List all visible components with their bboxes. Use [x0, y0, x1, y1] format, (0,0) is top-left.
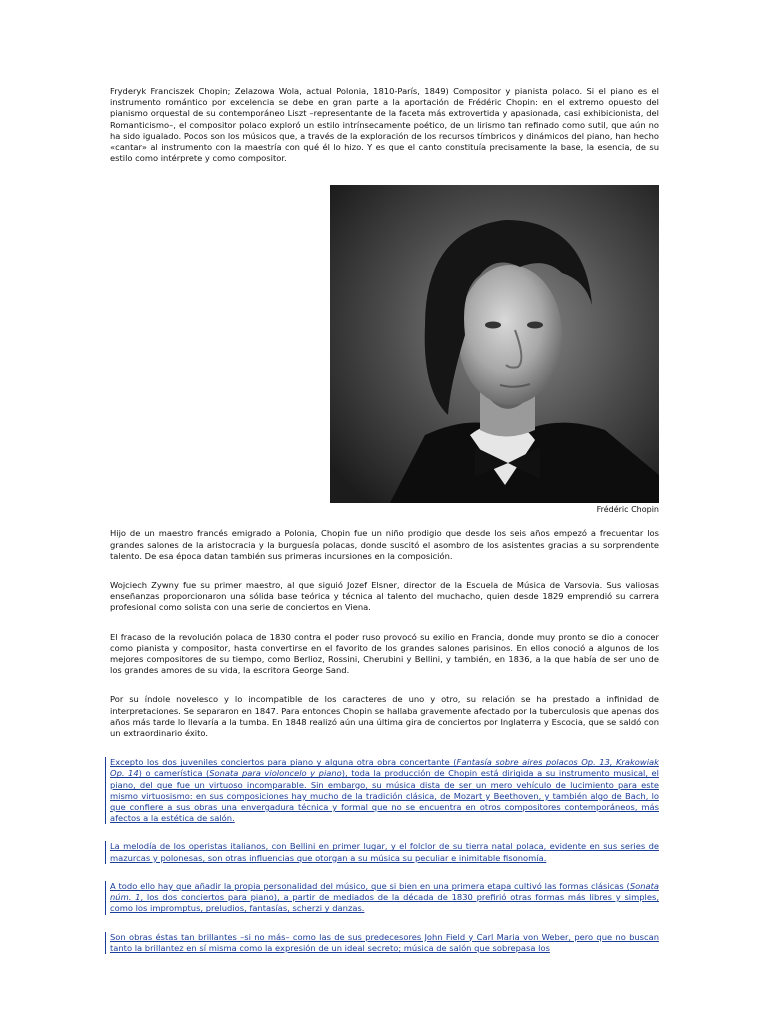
paragraph-childhood: Hijo de un maestro francés emigrado a Polonia, Chopin fue un niño prodigio que desde los seis años empezó a frecuentar los grandes salones de la aristocracia y la burguesía polacas, donde suscitó el asombro de los asistentes gracias a su sorprendente talento. De esa época datan también sus primeras incursiones en la composición.	[110, 528, 659, 561]
link-paragraph-production[interactable]	[105, 757, 659, 824]
paragraph-exile: El fracaso de la revolución polaca de 1830 contra el poder ruso provocó su exilio en Francia, donde muy pronto se dio a conocer como pianista y compositor, hasta convertirse en el favorito de los grandes salones parisinos. En ellos conoció a algunos de los mejores compositores de su tiempo, como Berlioz, Rossini, Cherubini y Bellini, y también, en 1836, a la que había de ser uno de los grandes amores de su vida, la escritora George Sand.	[110, 631, 659, 676]
link-paragraph-brilliance[interactable]: Son obras éstas tan brillantes –si no más– como las de sus predecesores John Field y Carl Maria von Weber, pero que no buscan tanto la brillantez en sí misma como la expresión de un ideal secreto; música de salón que sobrepasa los	[105, 932, 659, 954]
portrait-caption: Frédéric Chopin	[596, 505, 659, 515]
article-body	[110, 86, 659, 954]
link-paragraph-influences[interactable]: La melodía de los operistas italianos, con Bellini en primer lugar, y el folclor de su tierra natal polaca, evidente en sus series de mazurcas y polonesas, son otras influencias que otorgan a su música su peculiar e inimitable fisonomía.	[105, 841, 659, 863]
text-run: A todo ello hay que añadir la propia personalidad del músico, que si bien en una primera etapa cultivó las formas clásicas (	[110, 880, 630, 891]
chopin-portrait-image	[330, 185, 659, 503]
work-title: Sonata para violoncelo y piano	[209, 768, 342, 779]
text-run: ), toda la producción de Chopin está dirigida a su instrumento musical, el piano, del que fue un virtuoso incomparable. Sin embargo, su música dista de ser un mero vehículo de lucimiento para este mismo virtuosismo: en sus composiciones hay mucho de la tradición clásica, de Mozart y Beethoven, y también algo de Bach, lo que confiere a sus obras una envergadura técnica y formal que no se encuentra en otros compositores contemporáneos, más afectos a la estética de salón.	[110, 768, 660, 824]
text-run: Excepto los dos juveniles conciertos para piano y alguna otra obra concertante (	[110, 757, 457, 768]
text-run: , los dos conciertos para piano), a partir de mediados de la década de 1830 prefirió otras formas más libres y simples, como los impromptus, preludios, fantasías, scherzi y danzas.	[110, 892, 659, 914]
work-title: Fantasía sobre aires polacos Op. 13, Krakowiak Op. 14	[110, 757, 659, 779]
paragraph-teachers: Wojciech Zywny fue su primer maestro, al que siguió Jozef Elsner, director de la Escuela de Música de Varsovia. Sus valiosas enseñanzas proporcionaron una sólida base teórica y técnica al talento del muchacho, quien desde 1829 emprendió su carrera profesional como solista con una serie de conciertos en Viena.	[110, 580, 659, 613]
intro-paragraph: Fryderyk Franciszek Chopin; Zelazowa Wola, actual Polonia, 1810-París, 1849) Compositor y pianista polaco. Si el piano es el instrumento romántico por excelencia se debe en gran parte a la aportación de Frédéric Chopin: en el extremo opuesto del pianismo orquestal de su contemporáneo Liszt –representante de la faceta más extrovertida y apasionada, casi exhibicionista, del Romanticismo–, el compositor polaco exploró un estilo intrínsecamente poético, de un lirismo tan refinado como sutil, que aún no ha sido igualado. Pocos son los músicos que, a través de la exploración de los recursos tímbricos y dinámicos del piano, han hecho «cantar» al instrumento con la maestría con qué él lo hizo. Y es que el canto constituía precisamente la base, la esencia, de su estilo como intérprete y como compositor.	[110, 86, 659, 164]
paragraph-george-sand: Por su índole novelesco y lo incompatible de los caracteres de uno y otro, su relación se ha prestado a infinidad de interpretaciones. Se separaron en 1847. Para entonces Chopin se hallaba gravemente afectado por la tuberculosis que apenas dos años más tarde lo llevaría a la tumba. En 1848 realizó aún una última gira de conciertos por Inglaterra y Escocia, que se saldó con un extraordinario éxito.	[110, 694, 659, 739]
text-run: ) o camerística (	[138, 768, 210, 779]
link-paragraph-personality[interactable]	[105, 881, 659, 915]
work-title: Sonata núm. 1	[110, 880, 659, 903]
portrait-figure	[330, 185, 659, 514]
